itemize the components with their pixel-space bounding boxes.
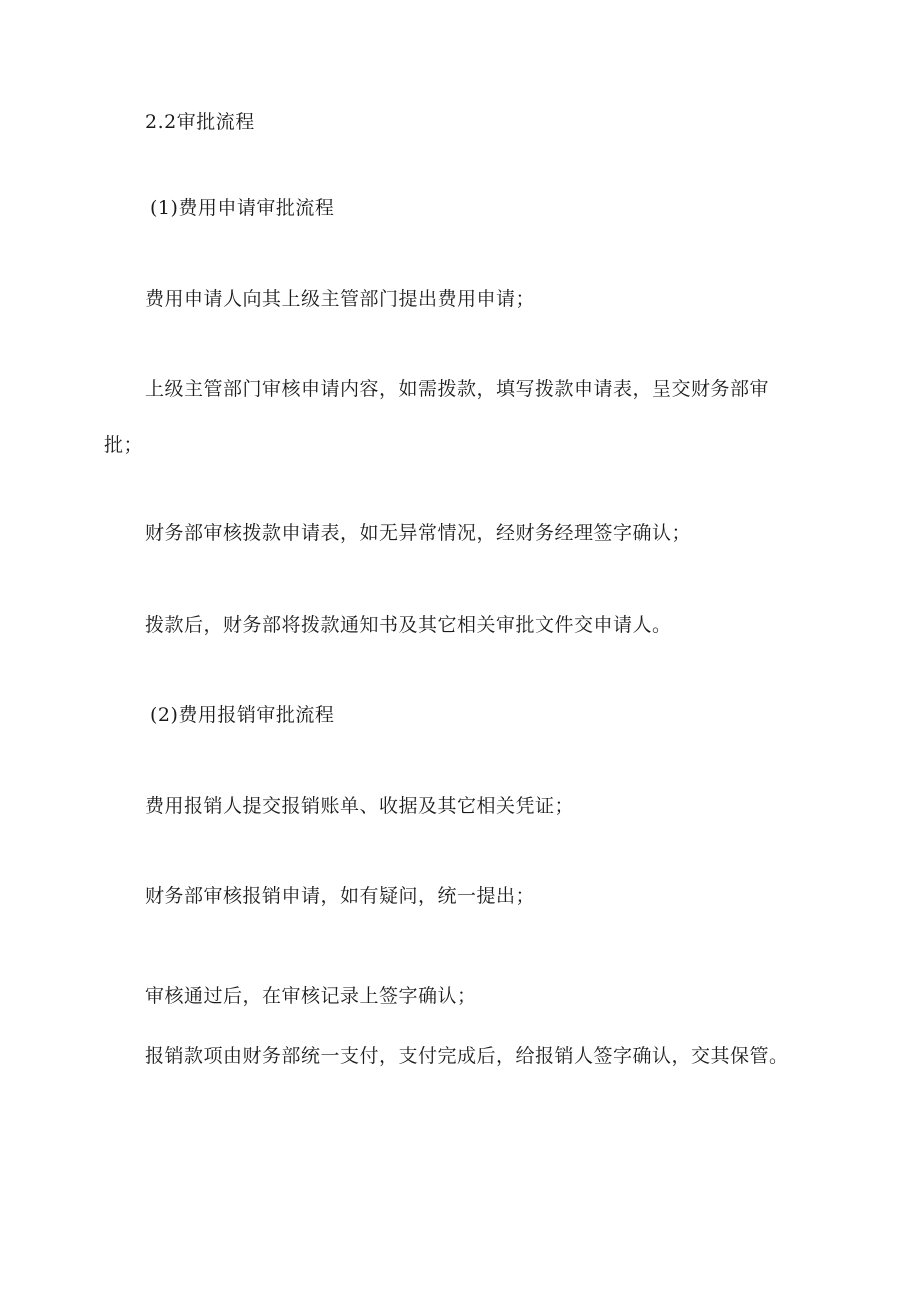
paragraph-line: 费用报销人提交报销账单、收据及其它相关凭证； (145, 795, 575, 817)
subsection-2-title: (2)费用报销审批流程 (150, 704, 335, 726)
section-heading: 2.2审批流程 (145, 111, 255, 133)
paragraph-line: 费用申请人向其上级主管部门提出费用申请； (145, 288, 536, 310)
paragraph-line: 报销款项由财务部统一支付，支付完成后，给报销人签字确认，交其保管。 (145, 1045, 789, 1067)
paragraph-line: 上级主管部门审核申请内容，如需拨款，填写拨款申请表，呈交财务部审 (145, 378, 770, 400)
paragraph-line: 审核通过后，在审核记录上签字确认； (145, 985, 477, 1007)
paragraph-line: 拨款后，财务部将拨款通知书及其它相关审批文件交申请人。 (145, 614, 672, 636)
paragraph-line: 财务部审核报销申请，如有疑问，统一提出； (145, 885, 536, 907)
paragraph-line-continuation: 批； (104, 434, 144, 456)
paragraph-line: 财务部审核拨款申请表，如无异常情况，经财务经理签字确认； (145, 522, 692, 544)
subsection-1-title: (1)费用申请审批流程 (150, 197, 335, 219)
